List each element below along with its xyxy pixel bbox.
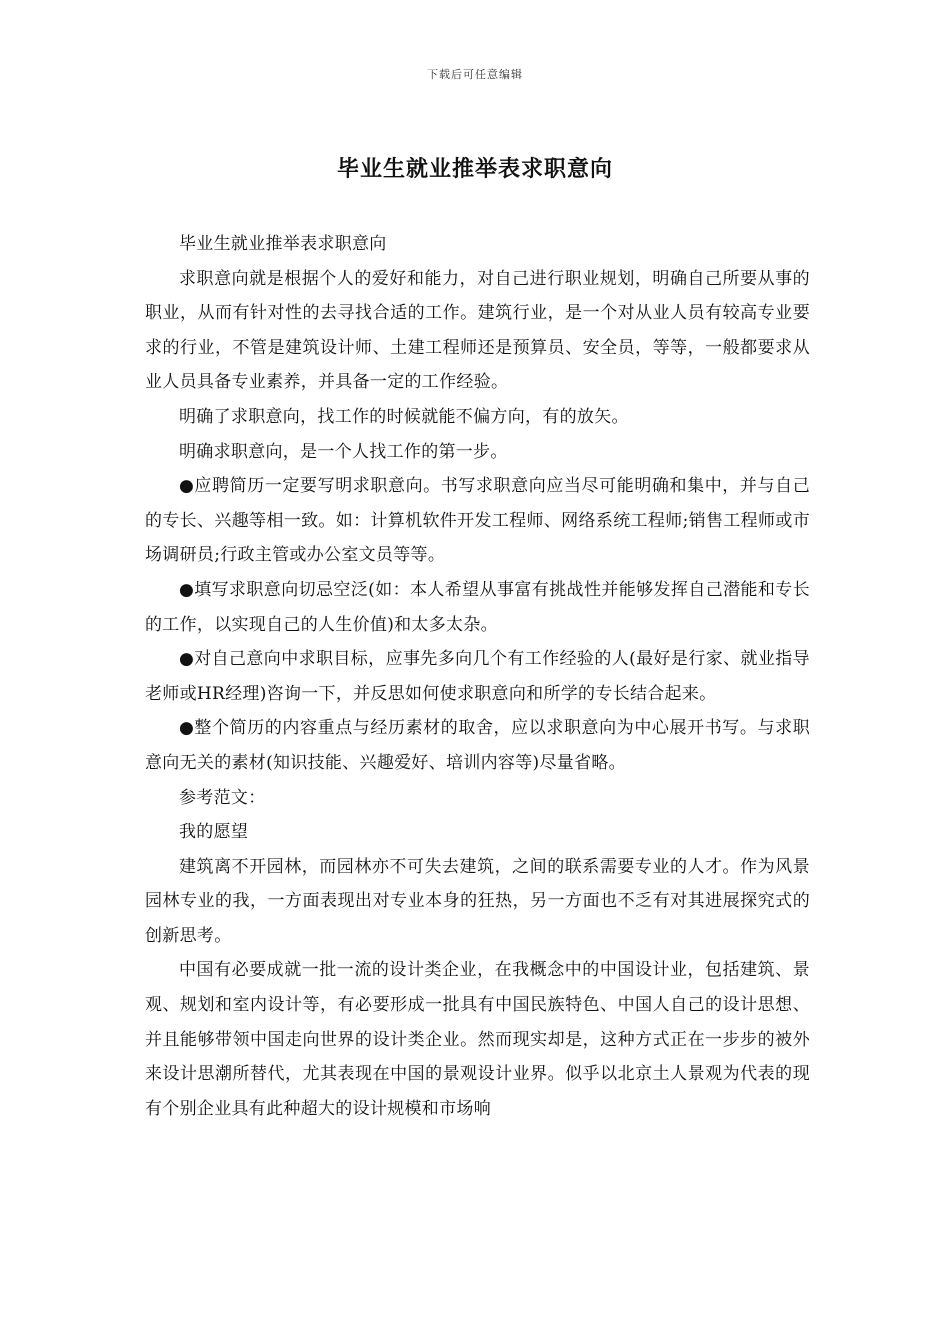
document-body [145, 227, 810, 1126]
header-note: 下载后可任意编辑 [427, 68, 523, 81]
bullet-paragraph: ●应聘简历一定要写明求职意向。书写求职意向应当尽可能明确和集中，并与自己的专长、兴趣等相一致。如：计算机软件开发工程师、网络系统工程师;销售工程师或市场调研员;行政主管或办公室文员等等。 [145, 476, 810, 566]
bullet-paragraph: ●对自己意向中求职目标，应事先多向几个有工作经验的人(最好是行家、就业指导老师或HR经理)咨询一下，并反思如何使求职意向和所学的专长结合起来。 [145, 649, 810, 704]
paragraph-subtitle: 毕业生就业推举表求职意向 [179, 234, 387, 254]
bullet-paragraph: ●填写求职意向切忌空泛(如：本人希望从事富有挑战性并能够发挥自己潜能和专长的工作，以实现自己的人生价值)和太多太杂。 [145, 579, 810, 635]
essay-title: 我的愿望 [179, 822, 249, 843]
document-title: 毕业生就业推举表求职意向 [336, 156, 613, 182]
paragraph-label: 参考范文： [179, 787, 266, 808]
paragraph: 明确了求职意向，找工作的时候就能不偏方向，有的放矢。 [179, 406, 629, 427]
paragraph: 明确求职意向，是一个人找工作的第一步。 [179, 441, 508, 462]
paragraph: 求职意向就是根据个人的爱好和能力，对自己进行职业规划，明确自己所要从事的职业，从而有针对性的去寻找合适的工作。建筑行业，是一个对从业人员有较高专业要求的行业，不管是建筑设计师、土建工程师还是预算员、安全员，等等，一般都要求从业人员具备专业素养，并具备一定的工作经验。 [145, 268, 810, 393]
bullet-paragraph: ●整个简历的内容重点与经历素材的取舍，应以求职意向为中心展开书写。与求职意向无关的素材(知识技能、兴趣爱好、培训内容等)尽量省略。 [145, 718, 810, 773]
paragraph: 建筑离不开园林，而园林亦不可失去建筑，之间的联系需要专业的人才。作为风景园林专业的我，一方面表现出对专业本身的狂热，另一方面也不乏有对其进展探究式的创新思考。 [145, 856, 810, 946]
paragraph: 中国有必要成就一批一流的设计类企业，在我概念中的中国设计业，包括建筑、景观、规划和室内设计等，有必要形成一批具有中国民族特色、中国人自己的设计思想、并且能够带领中国走向世界的设计类企业。然而现实却是，这种方式正在一步步的被外来设计思潮所替代，尤其表现在中国的景观设计业界。似乎以北京土人景观为代表的现有个别企业具有此种超大的设计规模和市场响 [145, 960, 810, 1119]
